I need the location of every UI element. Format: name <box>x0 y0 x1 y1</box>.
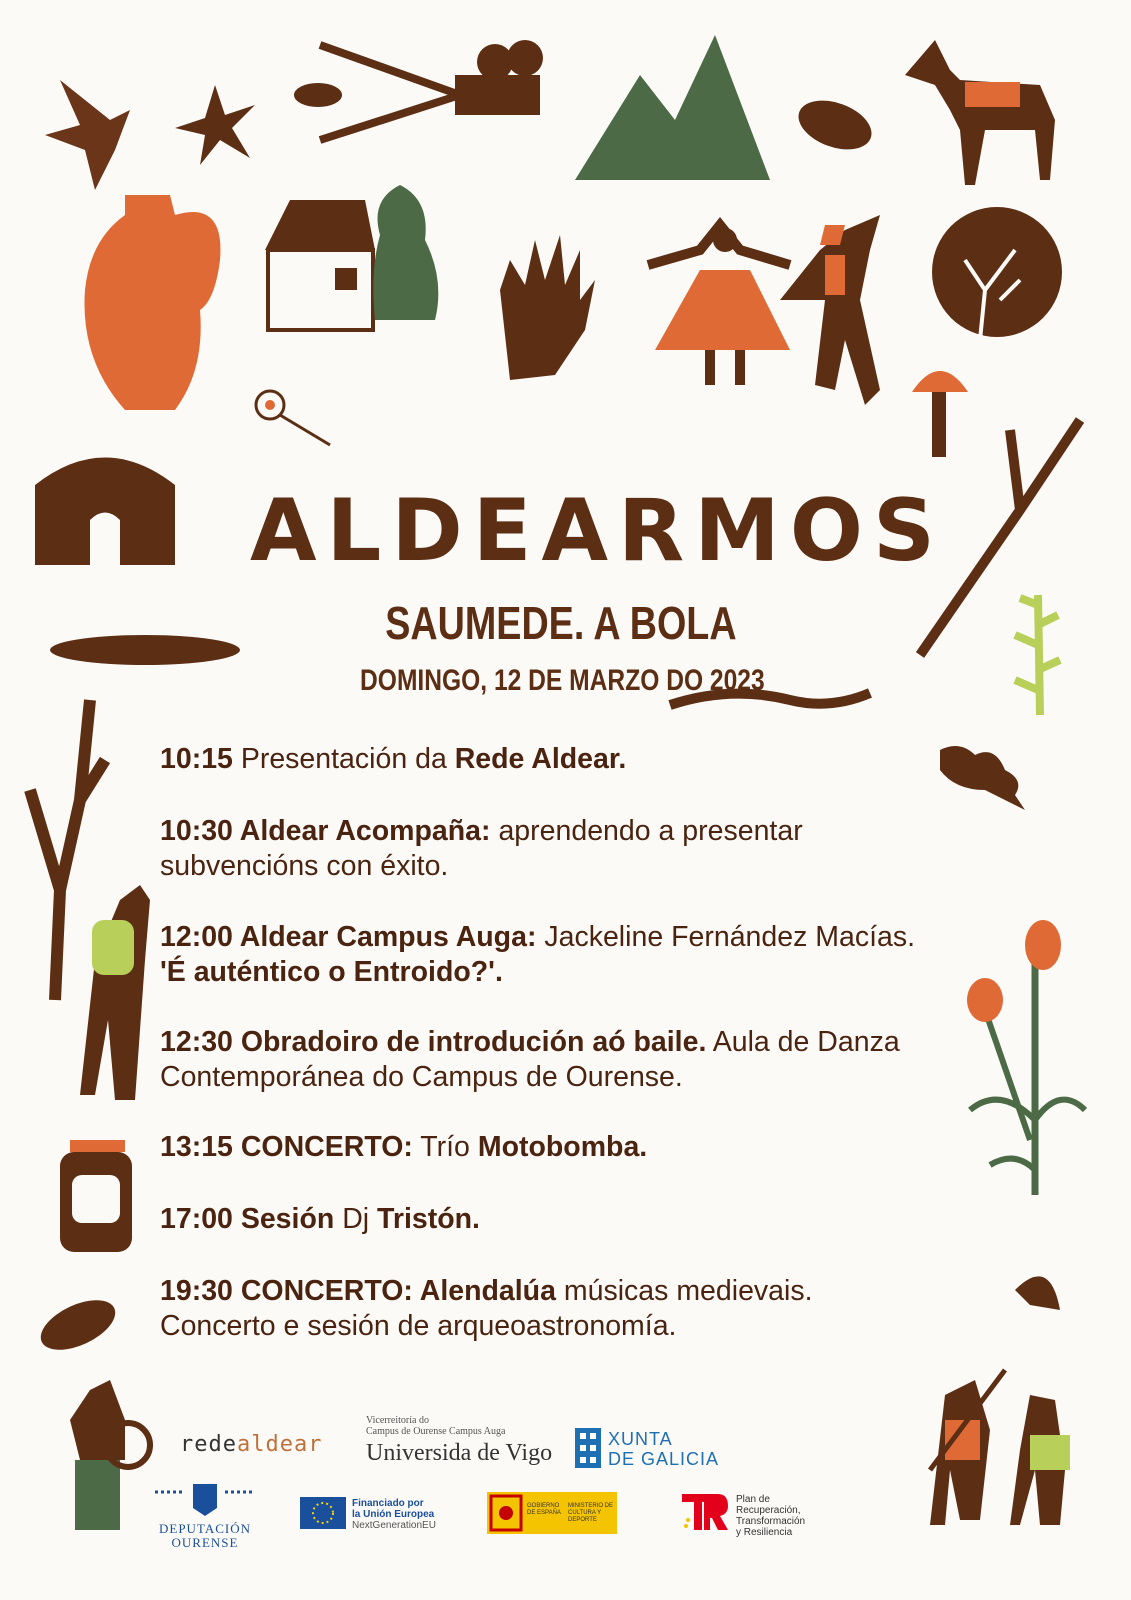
hut-icon <box>35 458 175 566</box>
program-item: 19:30 CONCERTO: Alendalúa músicas medievais. Concerto e sesión de arqueoastronomía. <box>160 1275 813 1342</box>
ministerio-cultura-label: MINISTERIO DE CULTURA Y DEPORTE <box>568 1503 614 1523</box>
deputacion-crest-icon <box>155 1480 255 1520</box>
program-item: 17:00 Sesión Dj Tristón. <box>160 1203 480 1235</box>
hand-icon <box>500 235 595 380</box>
hiker-icon <box>80 885 150 1100</box>
plan-recuperacion-logo: Plan de Recuperación, Transformación y Resiliencia <box>736 1494 806 1538</box>
horse-icon <box>905 40 1055 185</box>
xunta-shield-icon <box>575 1428 601 1468</box>
farmer-icon <box>70 1380 150 1530</box>
bird-icon <box>45 80 130 190</box>
event-location: SAUMEDE. A BOLA <box>385 597 737 649</box>
event-date: DOMINGO, 12 DE MARZO DO 2023 <box>360 664 765 697</box>
program-item: 12:30 Obradoiro de introdución aó baile. Aula de Danza Contemporánea do Campus de Ourense. <box>160 1026 900 1093</box>
event-title: ALDEARMOS <box>250 481 945 581</box>
star-icon <box>175 85 255 165</box>
round-tree-icon <box>932 207 1062 340</box>
prtr-logo-icon <box>680 1490 730 1534</box>
jug-icon <box>85 195 221 410</box>
program-item: 13:15 CONCERTO: Trío Motobomba. <box>160 1131 648 1163</box>
man-icon <box>780 215 880 405</box>
leaf-left-icon <box>33 1290 122 1360</box>
program-item: 10:15 Presentación da Rede Aldear. <box>160 743 627 775</box>
mushroom-icon <box>912 371 968 457</box>
vigo-campus-label: Vicerreitoría do Campus de Ourense Campus Auga <box>366 1415 506 1437</box>
daisy-icon <box>256 391 330 445</box>
program-item: 12:00 Aldear Campus Auga: Jackeline Fernández Macías. 'É auténtico o Entroido?'. <box>160 921 916 988</box>
oak-leaf-icon <box>940 746 1025 810</box>
rede-aldear-logo: redealdear <box>180 1432 323 1457</box>
flowers-icon <box>967 920 1085 1195</box>
hedgehog-icon <box>294 83 342 107</box>
leaf-icon <box>792 91 878 158</box>
deputacion-ourense-logo: DEPUTACIÓN OURENSE <box>158 1521 251 1550</box>
xunta-galicia-logo: XUNTA DE GALICIA <box>608 1429 720 1469</box>
honey-jar-icon <box>60 1140 132 1252</box>
eu-flag-icon <box>300 1497 346 1529</box>
universidade-vigo-logo: Universida de Vigo <box>366 1440 553 1466</box>
gobierno-espana-label: GOBIERNO DE ESPAÑA <box>527 1503 561 1516</box>
dancer-icon <box>648 225 790 385</box>
mountain-icon <box>575 35 770 180</box>
eu-funding-logo: Financiado por la Unión Europea NextGenerationEU <box>352 1498 436 1531</box>
program-item: 10:30 Aldear Acompaña: aprendendo a presentar subvencións con éxito. <box>160 815 803 882</box>
chestnut-icon <box>1015 1276 1060 1310</box>
pine-tree-icon <box>373 185 438 320</box>
film-camera-icon <box>320 40 543 140</box>
gardeners-icon <box>930 1370 1070 1525</box>
house-icon <box>265 200 375 330</box>
